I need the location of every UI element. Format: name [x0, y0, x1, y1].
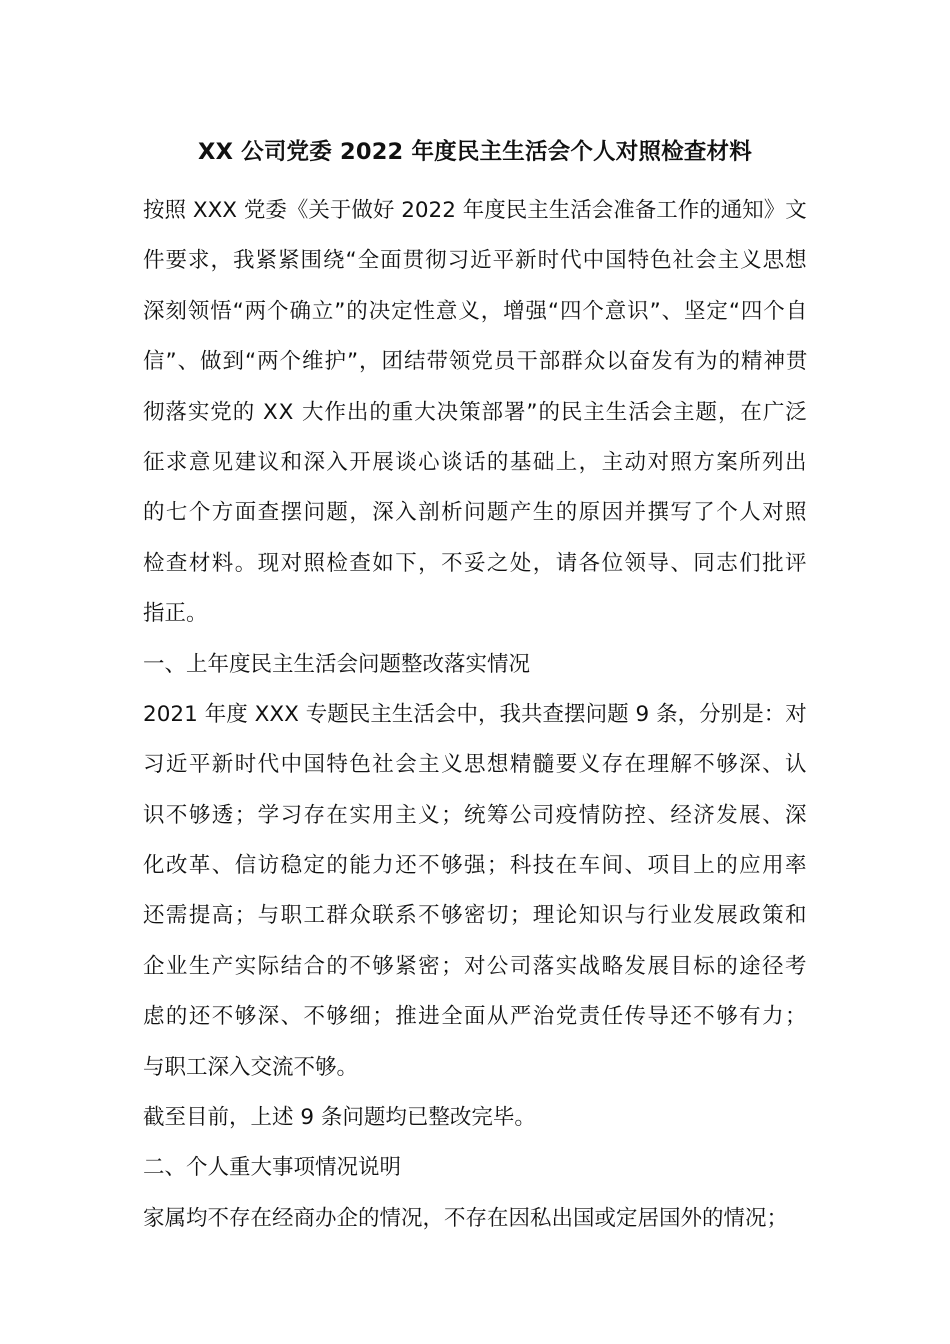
- text-line: 彻落实党的 XX 大作出的重大决策部署”的民主生活会主题，在广泛: [143, 399, 808, 425]
- text-line: 2021 年度 XXX 专题民主生活会中，我共查摆问题 9 条，分别是：对: [143, 701, 807, 727]
- text-line: 化改革、信访稳定的能力还不够强；科技在车间、项目上的应用率: [143, 853, 808, 879]
- text-line: 指正。: [143, 601, 208, 627]
- paragraph-rectification: [143, 690, 807, 1093]
- paragraph-status: 截至目前，上述 9 条问题均已整改完毕。: [143, 1105, 536, 1131]
- text-line: 习近平新时代中国特色社会主义思想精髓要义存在理解不够深、认: [143, 752, 808, 778]
- paragraph-family: 家属均不存在经商办企的情况，不存在因私出国或定居国外的情况；: [143, 1205, 789, 1231]
- text-line: 件要求，我紧紧围绕“全面贯彻习近平新时代中国特色社会主义思想: [143, 248, 808, 274]
- document-body: [143, 186, 807, 1244]
- paragraph-intro: [143, 186, 807, 640]
- text-line: 信”、做到“两个维护”，团结带领党员干部群众以奋发有为的精神贯: [143, 349, 809, 375]
- text-line: 检查材料。现对照检查如下，不妥之处，请各位领导、同志们批评: [143, 550, 808, 576]
- text-line: 的七个方面查摆问题，深入剖析问题产生的原因并撰写了个人对照: [143, 500, 808, 526]
- text-line: 企业生产实际结合的不够紧密；对公司落实战略发展目标的途径考: [143, 953, 808, 979]
- text-line: 深刻领悟“两个确立”的决定性意义，增强“四个意识”、坚定“四个自: [143, 298, 809, 324]
- section-heading-2: 二、个人重大事项情况说明: [143, 1155, 402, 1181]
- text-line: 征求意见建议和深入开展谈心谈话的基础上，主动对照方案所列出: [143, 449, 808, 475]
- document-title: XX 公司党委 2022 年度民主生活会个人对照检查材料: [198, 139, 752, 165]
- text-line: 与职工深入交流不够。: [143, 1054, 359, 1080]
- section-heading-1: 一、上年度民主生活会问题整改落实情况: [143, 651, 531, 677]
- text-line: 识不够透；学习存在实用主义；统筹公司疫情防控、经济发展、深: [143, 802, 808, 828]
- text-line: 按照 XXX 党委《关于做好 2022 年度民主生活会准备工作的通知》文: [143, 198, 807, 223]
- text-line: 还需提高；与职工群众联系不够密切；理论知识与行业发展政策和: [143, 903, 808, 929]
- text-line: 虑的还不够深、不够细；推进全面从严治党责任传导还不够有力；: [143, 1004, 808, 1030]
